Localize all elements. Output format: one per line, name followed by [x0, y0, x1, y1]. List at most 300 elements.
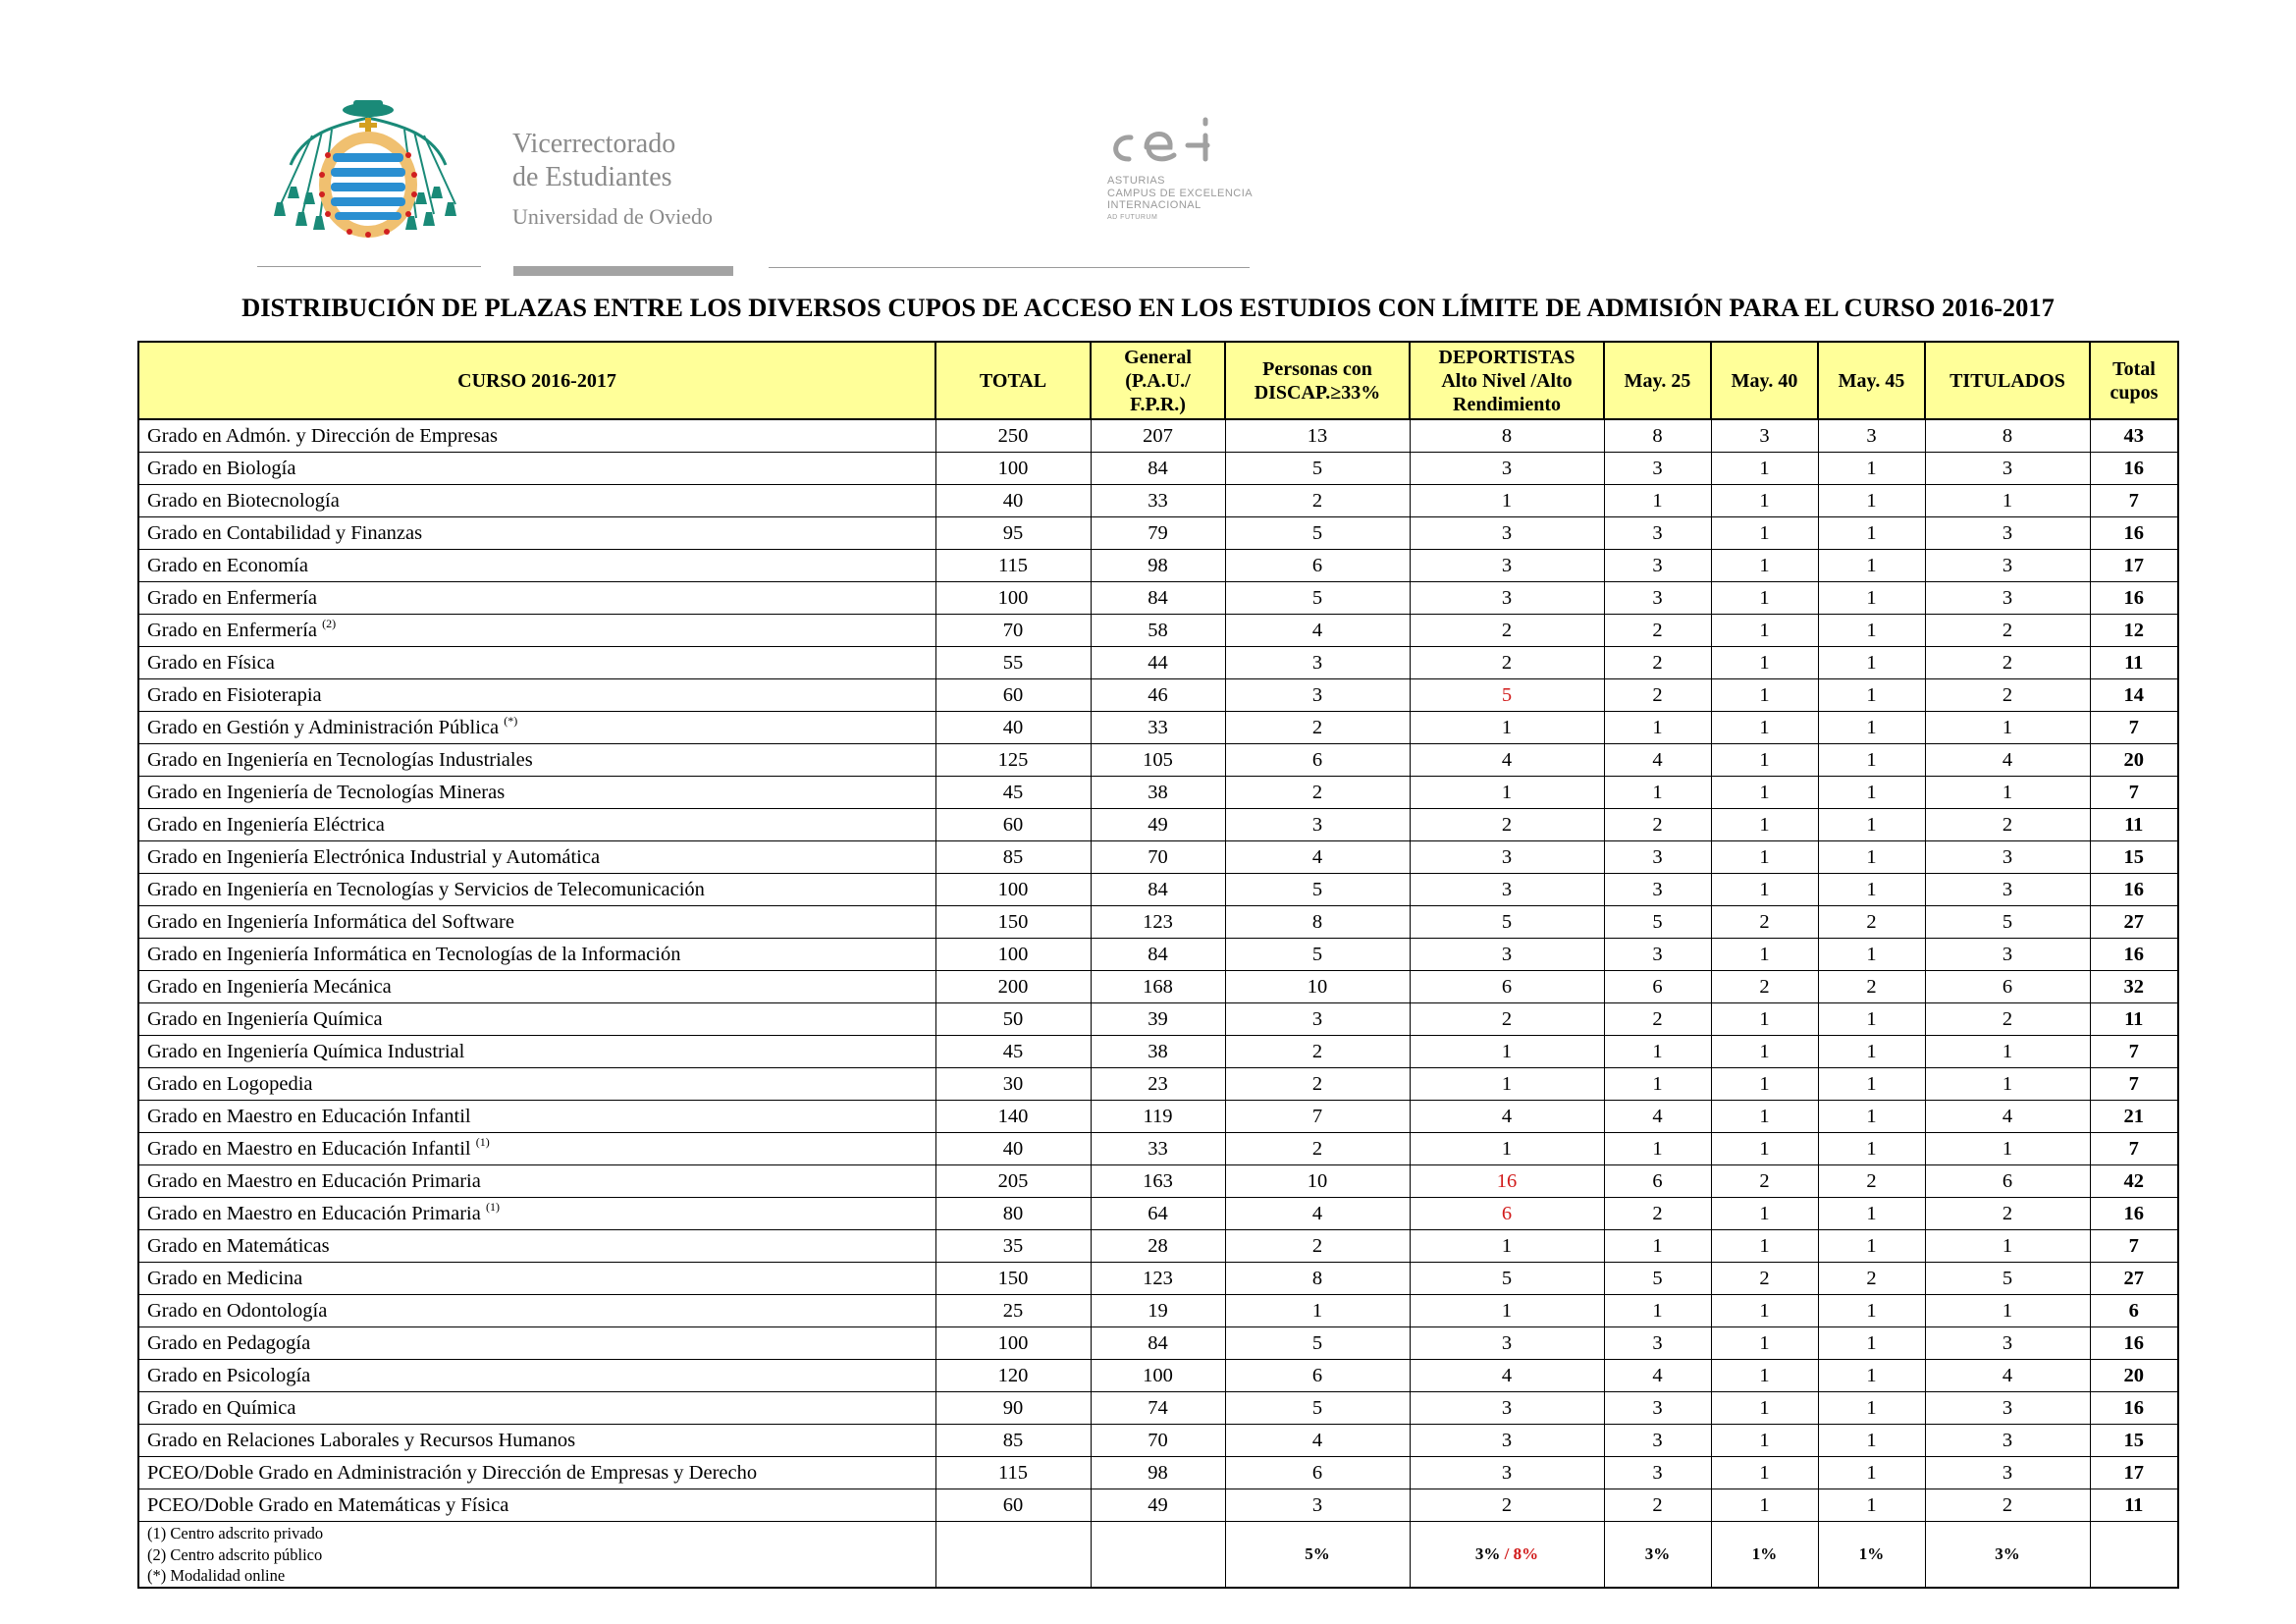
table-row: [138, 485, 2178, 517]
table-row: [138, 809, 2178, 841]
cell-discapacidad: 5: [1225, 939, 1410, 971]
cell-general: 38: [1091, 1036, 1225, 1068]
pct-total: [935, 1522, 1091, 1588]
cell-curso: [138, 1101, 935, 1133]
cell-general: 64: [1091, 1198, 1225, 1230]
cell-total-cupos: 11: [2090, 809, 2178, 841]
cell-may45: 1: [1818, 1003, 1925, 1036]
degree-name: Grado en Medicina: [147, 1267, 303, 1289]
cell-total-cupos: 16: [2090, 453, 2178, 485]
table-notes-row: [138, 1522, 2178, 1588]
cell-may40: 1: [1711, 1392, 1818, 1425]
cell-titulados: 1: [1925, 1068, 2090, 1101]
cell-curso: [138, 744, 935, 777]
degree-name: Grado en Enfermería: [147, 586, 318, 609]
cell-total-cupos: 12: [2090, 615, 2178, 647]
cell-total: 55: [935, 647, 1091, 679]
cell-titulados: 3: [1925, 1327, 2090, 1360]
cell-may45: 1: [1818, 1198, 1925, 1230]
degree-name: Grado en Ingeniería Mecánica: [147, 975, 392, 998]
table-row: [138, 1360, 2178, 1392]
cell-may25: 4: [1604, 744, 1711, 777]
pct-discapacidad: 5%: [1225, 1522, 1410, 1588]
cell-total: 30: [935, 1068, 1091, 1101]
header-general: [1091, 342, 1225, 419]
cell-may45: 1: [1818, 744, 1925, 777]
cell-general: 168: [1091, 971, 1225, 1003]
pct-total-cupos: [2090, 1522, 2178, 1588]
cell-total: 25: [935, 1295, 1091, 1327]
cell-general: 38: [1091, 777, 1225, 809]
cell-deportistas: 5: [1410, 679, 1604, 712]
cell-curso: [138, 1230, 935, 1263]
cell-general: 70: [1091, 1425, 1225, 1457]
cell-discapacidad: 6: [1225, 744, 1410, 777]
cell-curso: [138, 1198, 935, 1230]
cell-total-cupos: 16: [2090, 517, 2178, 550]
cell-deportistas: 2: [1410, 809, 1604, 841]
cell-may45: 2: [1818, 1263, 1925, 1295]
cell-total: 100: [935, 582, 1091, 615]
cell-total-cupos: 11: [2090, 647, 2178, 679]
cell-may40: 2: [1711, 906, 1818, 939]
cell-titulados: 4: [1925, 744, 2090, 777]
cell-total: 40: [935, 485, 1091, 517]
cell-may40: 1: [1711, 1327, 1818, 1360]
cell-may45: 1: [1818, 1295, 1925, 1327]
table-row: [138, 1263, 2178, 1295]
cell-may45: 1: [1818, 1133, 1925, 1165]
header-curso: CURSO 2016-2017: [138, 342, 935, 419]
cell-discapacidad: 3: [1225, 647, 1410, 679]
cell-may45: 1: [1818, 939, 1925, 971]
header-total-cupos-line-1: Total: [2112, 357, 2156, 380]
cell-deportistas: 3: [1410, 550, 1604, 582]
cell-total: 85: [935, 1425, 1091, 1457]
cell-discapacidad: 4: [1225, 1198, 1410, 1230]
cell-titulados: 4: [1925, 1101, 2090, 1133]
cell-total: 125: [935, 744, 1091, 777]
cell-titulados: 3: [1925, 874, 2090, 906]
header-discap-line-1: Personas con: [1262, 357, 1372, 380]
cell-curso: [138, 712, 935, 744]
plazas-distribution-table: [137, 341, 2179, 1589]
degree-name: Grado en Maestro en Educación Primaria: [147, 1169, 481, 1192]
cell-may25: 1: [1604, 1036, 1711, 1068]
table-row: [138, 1198, 2178, 1230]
cell-may40: 1: [1711, 841, 1818, 874]
cell-curso: [138, 1327, 935, 1360]
cell-total-cupos: 14: [2090, 679, 2178, 712]
cell-general: 74: [1091, 1392, 1225, 1425]
footnote-3: (*) Modalidad online: [147, 1566, 286, 1585]
header-may25: May. 25: [1604, 342, 1711, 419]
table-row: [138, 1457, 2178, 1489]
header-general-line-1: General: [1124, 346, 1192, 368]
table-row: [138, 874, 2178, 906]
cell-deportistas: 1: [1410, 712, 1604, 744]
degree-name: Grado en Biología: [147, 457, 296, 479]
cell-titulados: 3: [1925, 1392, 2090, 1425]
cell-discapacidad: 2: [1225, 1230, 1410, 1263]
cell-may45: 1: [1818, 841, 1925, 874]
cell-total-cupos: 11: [2090, 1003, 2178, 1036]
table-row: [138, 1133, 2178, 1165]
cell-deportistas: 2: [1410, 1003, 1604, 1036]
cell-total: 70: [935, 615, 1091, 647]
cell-may25: 2: [1604, 1003, 1711, 1036]
cell-total-cupos: 6: [2090, 1295, 2178, 1327]
header-divider-right: [769, 267, 1250, 268]
cei-line-2: CAMPUS DE EXCELENCIA: [1107, 187, 1254, 199]
cell-deportistas: 1: [1410, 1230, 1604, 1263]
cell-may25: 3: [1604, 841, 1711, 874]
table-row: [138, 1068, 2178, 1101]
cell-may25: 1: [1604, 712, 1711, 744]
vicerrectorado-line-2: de Estudiantes: [512, 162, 672, 192]
degree-name: Grado en Odontología: [147, 1299, 328, 1322]
cell-curso: [138, 582, 935, 615]
table-row: [138, 679, 2178, 712]
table-row: [138, 453, 2178, 485]
cell-general: 84: [1091, 453, 1225, 485]
cell-titulados: 4: [1925, 1360, 2090, 1392]
cell-deportistas: 1: [1410, 485, 1604, 517]
degree-name: PCEO/Doble Grado en Administración y Dirección de Empresas y Derecho: [147, 1461, 758, 1484]
cell-may45: 1: [1818, 1457, 1925, 1489]
degree-name: Grado en Física: [147, 651, 275, 674]
cell-deportistas: 2: [1410, 615, 1604, 647]
table-row: [138, 1392, 2178, 1425]
cell-discapacidad: 2: [1225, 1068, 1410, 1101]
cell-may25: 3: [1604, 1327, 1711, 1360]
cell-total-cupos: 17: [2090, 550, 2178, 582]
cell-may40: 1: [1711, 712, 1818, 744]
cell-curso: [138, 419, 935, 453]
cell-discapacidad: 3: [1225, 1003, 1410, 1036]
cell-titulados: 8: [1925, 419, 2090, 453]
cell-general: 163: [1091, 1165, 1225, 1198]
cell-may25: 1: [1604, 485, 1711, 517]
cell-titulados: 1: [1925, 1036, 2090, 1068]
cell-titulados: 3: [1925, 582, 2090, 615]
cell-total: 50: [935, 1003, 1091, 1036]
cell-titulados: 2: [1925, 1198, 2090, 1230]
cell-general: 207: [1091, 419, 1225, 453]
cell-may40: 1: [1711, 517, 1818, 550]
table-row: [138, 1165, 2178, 1198]
table-row: [138, 550, 2178, 582]
cell-general: 123: [1091, 1263, 1225, 1295]
cell-may40: 1: [1711, 615, 1818, 647]
pct-deportistas-a: 3%: [1474, 1544, 1501, 1564]
degree-name: Grado en Pedagogía: [147, 1331, 311, 1354]
cell-curso: [138, 679, 935, 712]
cell-may45: 1: [1818, 485, 1925, 517]
cell-titulados: 3: [1925, 1425, 2090, 1457]
degree-name: Grado en Ingeniería en Tecnologías y Servicios de Telecomunicación: [147, 878, 705, 900]
cell-curso: [138, 777, 935, 809]
cell-may25: 1: [1604, 1295, 1711, 1327]
cell-discapacidad: 13: [1225, 419, 1410, 453]
cell-titulados: 1: [1925, 777, 2090, 809]
cell-discapacidad: 7: [1225, 1101, 1410, 1133]
cell-general: 105: [1091, 744, 1225, 777]
cell-may45: 1: [1818, 1360, 1925, 1392]
cell-may40: 1: [1711, 1295, 1818, 1327]
cell-may40: 1: [1711, 1230, 1818, 1263]
cell-deportistas: 4: [1410, 1101, 1604, 1133]
footnotes: [138, 1522, 935, 1588]
degree-name: Grado en Ingeniería Informática del Software: [147, 910, 514, 933]
cell-titulados: 1: [1925, 485, 2090, 517]
cell-total: 60: [935, 809, 1091, 841]
cell-may25: 2: [1604, 1198, 1711, 1230]
cell-titulados: 2: [1925, 809, 2090, 841]
degree-name: Grado en Maestro en Educación Primaria: [147, 1202, 481, 1224]
cell-titulados: 5: [1925, 1263, 2090, 1295]
cell-titulados: 3: [1925, 841, 2090, 874]
cell-titulados: 1: [1925, 1230, 2090, 1263]
table-row: [138, 419, 2178, 453]
cell-may45: 1: [1818, 517, 1925, 550]
table-row: [138, 1425, 2178, 1457]
header-total-cupos-line-2: cupos: [2109, 381, 2159, 404]
cell-may45: 1: [1818, 453, 1925, 485]
cell-may40: 1: [1711, 485, 1818, 517]
cell-curso: [138, 1003, 935, 1036]
cell-discapacidad: 5: [1225, 582, 1410, 615]
table-row: [138, 1327, 2178, 1360]
cell-may25: 1: [1604, 1068, 1711, 1101]
cell-may40: 1: [1711, 679, 1818, 712]
header-titulados: TITULADOS: [1925, 342, 2090, 419]
cell-deportistas: 5: [1410, 906, 1604, 939]
cei-line-1: ASTURIAS: [1107, 175, 1166, 187]
pct-titulados: 3%: [1925, 1522, 2090, 1588]
cell-may40: 2: [1711, 1165, 1818, 1198]
cell-titulados: 3: [1925, 1457, 2090, 1489]
cell-curso: [138, 1425, 935, 1457]
pct-deportistas-b: 8%: [1513, 1544, 1539, 1564]
cell-general: 70: [1091, 841, 1225, 874]
cell-total-cupos: 21: [2090, 1101, 2178, 1133]
header-deport-line-3: Rendimiento: [1453, 393, 1561, 415]
cell-curso: [138, 809, 935, 841]
header-deport-line-2: Alto Nivel /Alto: [1441, 369, 1573, 392]
degree-name: Grado en Enfermería: [147, 619, 318, 641]
cell-total-cupos: 16: [2090, 1392, 2178, 1425]
cell-may25: 8: [1604, 419, 1711, 453]
cell-discapacidad: 5: [1225, 453, 1410, 485]
cell-general: 98: [1091, 1457, 1225, 1489]
cell-curso: [138, 1392, 935, 1425]
degree-name: Grado en Gestión y Administración Pública: [147, 716, 500, 738]
cell-may40: 1: [1711, 550, 1818, 582]
cell-titulados: 1: [1925, 1295, 2090, 1327]
cell-general: 23: [1091, 1068, 1225, 1101]
cell-may25: 2: [1604, 679, 1711, 712]
cell-general: 33: [1091, 485, 1225, 517]
cell-may40: 2: [1711, 971, 1818, 1003]
cell-titulados: 1: [1925, 1133, 2090, 1165]
cell-titulados: 2: [1925, 679, 2090, 712]
cell-deportistas: 1: [1410, 1133, 1604, 1165]
cell-curso: [138, 647, 935, 679]
cell-titulados: 5: [1925, 906, 2090, 939]
cei-line-3: INTERNACIONAL: [1107, 199, 1201, 211]
cell-may45: 1: [1818, 777, 1925, 809]
cell-total: 140: [935, 1101, 1091, 1133]
cell-total: 100: [935, 874, 1091, 906]
cell-may25: 2: [1604, 1489, 1711, 1522]
cell-general: 49: [1091, 1489, 1225, 1522]
cell-curso: [138, 1295, 935, 1327]
vicerrectorado-heading: [512, 128, 713, 232]
header-general-line-3: F.P.R.): [1130, 393, 1186, 415]
cell-deportistas: 3: [1410, 453, 1604, 485]
cell-may40: 1: [1711, 1360, 1818, 1392]
degree-name: Grado en Maestro en Educación Infantil: [147, 1105, 471, 1127]
cell-general: 33: [1091, 712, 1225, 744]
header-may45: May. 45: [1818, 342, 1925, 419]
cell-deportistas: 3: [1410, 841, 1604, 874]
cell-may40: 1: [1711, 1198, 1818, 1230]
degree-name: Grado en Maestro en Educación Infantil: [147, 1137, 471, 1160]
cell-may45: 1: [1818, 1392, 1925, 1425]
cell-may40: 1: [1711, 1101, 1818, 1133]
cell-curso: [138, 1068, 935, 1101]
cell-deportistas: 3: [1410, 939, 1604, 971]
cell-titulados: 1: [1925, 712, 2090, 744]
cell-general: 58: [1091, 615, 1225, 647]
cell-total: 95: [935, 517, 1091, 550]
degree-name: Grado en Admón. y Dirección de Empresas: [147, 424, 498, 447]
cell-may25: 1: [1604, 1133, 1711, 1165]
cell-may40: 1: [1711, 874, 1818, 906]
cell-total-cupos: 7: [2090, 1133, 2178, 1165]
cei-caption: [1107, 175, 1253, 224]
cell-may40: 1: [1711, 1457, 1818, 1489]
header-discap-line-3: ≥33%: [1330, 381, 1381, 404]
table-row: [138, 841, 2178, 874]
cell-may25: 3: [1604, 939, 1711, 971]
cell-discapacidad: 6: [1225, 1457, 1410, 1489]
cell-may40: 1: [1711, 777, 1818, 809]
cell-may25: 3: [1604, 550, 1711, 582]
cell-discapacidad: 3: [1225, 809, 1410, 841]
cell-may25: 3: [1604, 1392, 1711, 1425]
table-row: [138, 906, 2178, 939]
cell-deportistas: 3: [1410, 582, 1604, 615]
cell-curso: [138, 1165, 935, 1198]
degree-name: Grado en Psicología: [147, 1364, 311, 1386]
degree-name: Grado en Ingeniería Electrónica Industrial y Automática: [147, 845, 601, 868]
cell-discapacidad: 5: [1225, 1392, 1410, 1425]
cell-total: 40: [935, 1133, 1091, 1165]
degree-name: Grado en Ingeniería Eléctrica: [147, 813, 385, 836]
cell-titulados: 6: [1925, 971, 2090, 1003]
cell-deportistas: 3: [1410, 1425, 1604, 1457]
cell-may45: 1: [1818, 1101, 1925, 1133]
cell-may40: 1: [1711, 1489, 1818, 1522]
cell-may40: 1: [1711, 1133, 1818, 1165]
cell-may40: 1: [1711, 453, 1818, 485]
cell-discapacidad: 2: [1225, 1036, 1410, 1068]
cell-discapacidad: 2: [1225, 1133, 1410, 1165]
cell-total-cupos: 7: [2090, 485, 2178, 517]
cell-discapacidad: 8: [1225, 1263, 1410, 1295]
cell-deportistas: 1: [1410, 1068, 1604, 1101]
cell-total-cupos: 17: [2090, 1457, 2178, 1489]
cell-may45: 1: [1818, 647, 1925, 679]
cell-may25: 6: [1604, 1165, 1711, 1198]
cell-may25: 3: [1604, 874, 1711, 906]
cell-total-cupos: 43: [2090, 419, 2178, 453]
cell-total-cupos: 27: [2090, 1263, 2178, 1295]
cell-titulados: 3: [1925, 550, 2090, 582]
cell-discapacidad: 5: [1225, 1327, 1410, 1360]
table-header-row: [138, 342, 2178, 419]
cell-may45: 1: [1818, 1036, 1925, 1068]
table-row: [138, 744, 2178, 777]
table-row: [138, 1036, 2178, 1068]
header-discap-line-2: DISCAP.: [1254, 381, 1331, 404]
cell-general: 79: [1091, 517, 1225, 550]
cell-total-cupos: 27: [2090, 906, 2178, 939]
cell-may45: 2: [1818, 906, 1925, 939]
cell-deportistas: 3: [1410, 1392, 1604, 1425]
cell-deportistas: 4: [1410, 1360, 1604, 1392]
cell-may45: 1: [1818, 809, 1925, 841]
cell-may45: 1: [1818, 550, 1925, 582]
cell-discapacidad: 1: [1225, 1295, 1410, 1327]
cell-deportistas: 3: [1410, 874, 1604, 906]
cell-titulados: 2: [1925, 1489, 2090, 1522]
cell-total-cupos: 32: [2090, 971, 2178, 1003]
cell-total: 90: [935, 1392, 1091, 1425]
universidad-de-oviedo-crest-icon: [263, 96, 473, 242]
cell-may40: 1: [1711, 1036, 1818, 1068]
cell-curso: [138, 939, 935, 971]
degree-name: Grado en Economía: [147, 554, 308, 576]
cell-general: 28: [1091, 1230, 1225, 1263]
footnote-1: (1) Centro adscrito privado: [147, 1524, 324, 1543]
footnote-marker: (1): [475, 1134, 490, 1149]
cell-may25: 4: [1604, 1360, 1711, 1392]
cell-titulados: 3: [1925, 939, 2090, 971]
cell-may40: 1: [1711, 1068, 1818, 1101]
cell-discapacidad: 10: [1225, 971, 1410, 1003]
cell-deportistas: 3: [1410, 517, 1604, 550]
cell-may40: 2: [1711, 1263, 1818, 1295]
pct-may45: 1%: [1818, 1522, 1925, 1588]
cell-curso: [138, 841, 935, 874]
pct-general: [1091, 1522, 1225, 1588]
header-deportistas: [1410, 342, 1604, 419]
cell-total: 80: [935, 1198, 1091, 1230]
cell-total-cupos: 15: [2090, 841, 2178, 874]
degree-name: Grado en Ingeniería en Tecnologías Industriales: [147, 748, 533, 771]
cell-total-cupos: 7: [2090, 712, 2178, 744]
cell-may25: 2: [1604, 615, 1711, 647]
footnote-marker: (2): [322, 616, 337, 630]
cell-discapacidad: 5: [1225, 517, 1410, 550]
cell-may25: 3: [1604, 453, 1711, 485]
cell-deportistas: 1: [1410, 1036, 1604, 1068]
cell-titulados: 6: [1925, 1165, 2090, 1198]
cell-discapacidad: 6: [1225, 1360, 1410, 1392]
